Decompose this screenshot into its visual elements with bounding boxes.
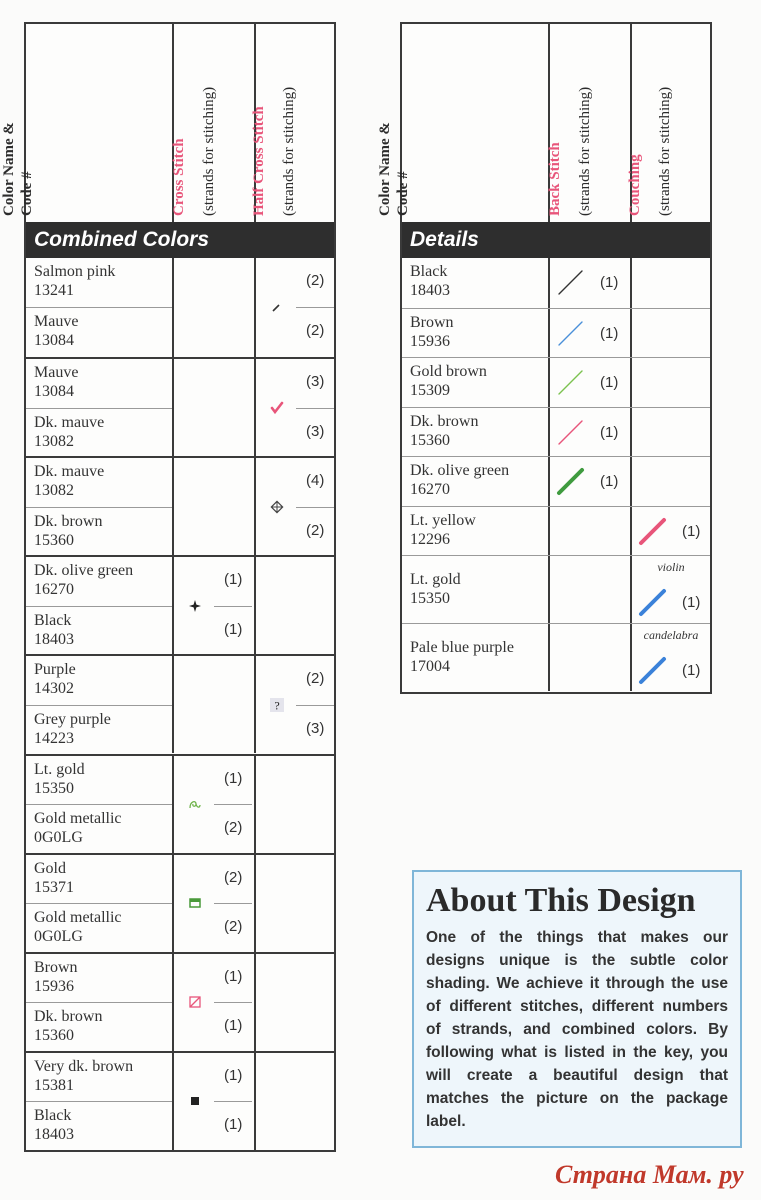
strand-count: (1)	[224, 1017, 243, 1035]
color-code: 18403	[34, 630, 74, 648]
color-name	[34, 512, 102, 550]
detail-row	[402, 258, 710, 308]
color-name	[34, 561, 133, 599]
strand-divider	[214, 606, 252, 607]
column-divider	[548, 258, 550, 308]
strand-count: (1)	[224, 1066, 243, 1084]
column-divider	[254, 258, 256, 357]
couching-sub: (strands for stitching)	[657, 86, 673, 216]
color-label: Pale blue purple	[410, 639, 514, 656]
row-divider	[26, 1002, 172, 1003]
stitch-line-icon	[556, 418, 586, 453]
color-code: 13082	[34, 482, 74, 500]
color-name	[410, 638, 514, 676]
strand-count: (2)	[306, 321, 325, 339]
color-name	[34, 413, 104, 451]
strand-divider	[214, 804, 252, 805]
color-code: 15309	[410, 382, 450, 399]
color-name	[34, 660, 76, 698]
half-cross-stitch-header	[251, 24, 334, 222]
row-divider	[26, 606, 172, 607]
color-group	[26, 952, 334, 1051]
color-name	[410, 412, 478, 450]
row-divider	[26, 507, 172, 508]
color-name	[410, 313, 454, 351]
column-divider	[630, 358, 632, 407]
color-name	[410, 362, 487, 400]
column-divider	[254, 557, 256, 654]
color-label: Dk. brown	[34, 512, 103, 530]
column-divider	[254, 1053, 256, 1150]
about-title: About This Design	[426, 882, 696, 919]
color-label: Dk. brown	[410, 413, 479, 430]
color-code: 12296	[410, 531, 450, 548]
color-name	[34, 760, 85, 798]
column-divider	[254, 756, 256, 853]
color-name-header	[377, 24, 550, 222]
column-divider	[254, 359, 256, 456]
back-stitch-header	[547, 24, 632, 222]
column-divider	[548, 358, 550, 407]
strand-count: (2)	[306, 272, 325, 289]
color-code: 13082	[34, 432, 74, 450]
strand-count: (3)	[306, 422, 325, 440]
column-divider	[172, 756, 174, 853]
strand-divider	[214, 1101, 252, 1102]
color-code: 0G0LG	[34, 829, 83, 847]
color-code: 15350	[34, 779, 74, 797]
stitch-line-icon	[556, 467, 586, 502]
detail-row	[402, 555, 710, 623]
strand-count: (4)	[306, 472, 325, 490]
strand-count: (1)	[224, 1116, 243, 1134]
column-divider	[548, 556, 550, 623]
detail-row	[402, 407, 710, 456]
detail-row	[402, 456, 710, 506]
strand-count: (1)	[682, 662, 701, 679]
color-label: Salmon pink	[34, 263, 116, 280]
strand-count: (1)	[224, 571, 243, 589]
star-black-icon	[188, 599, 202, 613]
column-divider	[254, 954, 256, 1051]
color-label: Lt. gold	[410, 571, 461, 588]
column-divider	[172, 656, 174, 753]
column-divider	[172, 1053, 174, 1150]
color-label: Black	[34, 611, 72, 629]
color-label: Gold brown	[410, 363, 487, 380]
strand-divider	[296, 705, 334, 706]
color-group	[26, 853, 334, 952]
detail-row	[402, 357, 710, 407]
strand-count: (1)	[224, 620, 243, 638]
color-name	[34, 710, 111, 748]
color-group	[26, 654, 334, 753]
strand-count: (2)	[224, 918, 243, 936]
column-divider	[172, 458, 174, 555]
color-code: 15381	[34, 1076, 74, 1094]
color-code: 14302	[34, 680, 74, 698]
color-code: 16270	[410, 481, 450, 498]
about-body: One of the things that makes our designs unique is the subtle color shading. We achieve it through the use of different stitches, different numbers of strands, and combined colors. By following what is listed in the key, you will create a beautiful design that matches the picture on the package label.	[426, 929, 728, 1130]
color-code: 15350	[410, 590, 450, 607]
row-divider	[26, 408, 172, 409]
column-divider	[254, 855, 256, 952]
strand-count: (1)	[600, 274, 619, 291]
column-divider	[548, 507, 550, 555]
strand-count: (1)	[600, 374, 619, 391]
strand-count: (2)	[224, 868, 243, 886]
row-divider	[26, 705, 172, 706]
color-name-header-text: Color Name & Code #	[1, 122, 35, 216]
color-label: Purple	[34, 661, 76, 679]
column-divider	[172, 855, 174, 952]
color-label: Dk. mauve	[34, 463, 105, 481]
detail-row	[402, 623, 710, 691]
strand-count: (1)	[224, 769, 243, 787]
color-group	[26, 357, 334, 456]
strand-divider	[214, 1002, 252, 1003]
color-group	[26, 754, 334, 853]
strand-divider	[214, 903, 252, 904]
color-name	[34, 809, 122, 847]
color-group	[26, 456, 334, 555]
color-code: 13084	[34, 383, 74, 401]
stitch-line-icon	[556, 268, 586, 303]
column-divider	[630, 457, 632, 506]
diamond-grid-icon	[270, 500, 284, 514]
color-label: Mauve	[34, 312, 79, 330]
color-group	[26, 258, 334, 357]
strand-count: (3)	[306, 719, 325, 737]
strand-count: (3)	[306, 373, 325, 391]
section-bar-details: Details	[402, 222, 710, 258]
row-divider	[26, 1101, 172, 1102]
color-name	[34, 958, 78, 996]
column-divider	[172, 954, 174, 1051]
color-label: Dk. olive green	[410, 462, 510, 479]
box-slash-pink-icon	[188, 995, 202, 1009]
column-divider	[172, 258, 174, 357]
slash-gray-icon	[270, 300, 284, 314]
column-divider	[630, 258, 632, 308]
strand-count: (1)	[224, 967, 243, 985]
cross-stitch-header	[171, 24, 256, 222]
combined-colors-table	[1, 22, 336, 1152]
color-name	[410, 262, 450, 300]
color-name	[34, 611, 74, 649]
stitch-line-icon	[556, 368, 586, 403]
color-code: 15360	[410, 432, 450, 449]
column-divider	[172, 557, 174, 654]
color-name	[34, 1106, 74, 1144]
strand-count: (1)	[682, 594, 701, 611]
half-cross-sub: (strands for stitching)	[281, 86, 297, 216]
half-cross-title: Half Cross Stitch	[251, 106, 267, 216]
back-stitch-title: Back Stitch	[547, 142, 563, 216]
color-code: 15936	[410, 333, 450, 350]
color-label: Gold metallic	[34, 810, 122, 828]
strand-divider	[296, 408, 334, 409]
question-box-icon	[270, 698, 284, 712]
color-name	[34, 1007, 102, 1045]
color-label: Dk. brown	[34, 1008, 103, 1026]
row-divider	[26, 804, 172, 805]
column-divider	[548, 408, 550, 456]
color-label: Grey purple	[34, 710, 111, 728]
color-label: Dk. olive green	[34, 562, 134, 580]
color-code: 14223	[34, 729, 74, 747]
color-label: Gold metallic	[34, 909, 122, 927]
color-label: Lt. gold	[34, 760, 85, 778]
strand-count: (2)	[224, 819, 243, 837]
color-code: 15371	[34, 878, 74, 896]
watermark: Страна Мам. ру	[555, 1160, 744, 1189]
couching-note: violin	[657, 560, 685, 574]
color-name	[34, 908, 122, 946]
column-divider	[630, 408, 632, 456]
leo-green-icon	[188, 797, 202, 811]
details-table	[377, 22, 712, 694]
strand-divider	[296, 507, 334, 508]
color-name	[34, 1057, 133, 1095]
color-name-header	[1, 24, 174, 222]
couching-note: candelabra	[643, 628, 699, 642]
color-name	[34, 859, 74, 897]
strand-count: (2)	[306, 521, 325, 539]
color-group	[26, 1051, 334, 1150]
strand-count: (1)	[682, 522, 701, 540]
color-code: 13084	[34, 331, 74, 349]
svg-text:?: ?	[274, 698, 280, 713]
column-divider	[548, 624, 550, 691]
couching-title: Couching	[627, 154, 643, 216]
check-pink-icon	[270, 401, 284, 415]
color-code: 15936	[34, 977, 74, 995]
color-label: Black	[410, 263, 448, 280]
stitch-line-icon	[638, 588, 668, 623]
detail-row	[402, 506, 710, 555]
color-name	[34, 312, 78, 350]
color-name-header-text: Color Name & Code #	[377, 122, 411, 216]
stitch-line-icon	[638, 517, 668, 552]
row-divider	[26, 903, 172, 904]
strand-divider	[296, 307, 334, 308]
color-name	[34, 363, 78, 401]
color-code: 0G0LG	[34, 928, 83, 946]
color-label: Black	[34, 1107, 72, 1125]
strand-count: (1)	[600, 324, 619, 342]
color-code: 15360	[34, 531, 74, 549]
color-name	[34, 262, 115, 300]
color-label: Very dk. brown	[34, 1057, 134, 1075]
stitch-line-icon	[556, 319, 586, 354]
color-code: 16270	[34, 581, 74, 599]
color-code: 18403	[410, 282, 450, 299]
square-black-icon	[188, 1094, 202, 1108]
strand-count: (1)	[600, 473, 619, 490]
color-label: Dk. mauve	[34, 413, 105, 431]
color-code: 15360	[34, 1027, 74, 1045]
strand-count: (2)	[306, 670, 325, 688]
column-divider	[172, 359, 174, 456]
column-divider	[254, 458, 256, 555]
color-label: Brown	[34, 958, 78, 976]
stitch-line-icon	[638, 656, 668, 691]
color-name	[410, 461, 509, 499]
color-name	[34, 462, 104, 500]
cross-stitch-sub: (strands for stitching)	[201, 86, 217, 216]
color-label: Mauve	[34, 364, 79, 382]
column-divider	[630, 309, 632, 357]
row-divider	[26, 307, 172, 308]
column-divider	[548, 309, 550, 357]
color-group	[26, 555, 334, 654]
box-green-icon	[188, 896, 202, 910]
cross-stitch-title: Cross Stitch	[171, 138, 187, 216]
color-name	[410, 511, 476, 549]
color-code: 17004	[410, 658, 450, 675]
column-divider	[548, 457, 550, 506]
back-stitch-sub: (strands for stitching)	[577, 86, 593, 216]
column-divider	[254, 656, 256, 753]
about-this-design-box	[412, 870, 742, 1148]
column-divider	[630, 507, 632, 555]
color-label: Lt. yellow	[410, 512, 476, 529]
color-label: Brown	[410, 314, 454, 331]
section-bar-combined-colors: Combined Colors	[26, 222, 334, 258]
strand-count: (1)	[600, 423, 619, 441]
couching-header	[627, 24, 710, 222]
color-name	[410, 570, 461, 608]
detail-row	[402, 308, 710, 357]
color-label: Gold	[34, 859, 66, 877]
color-code: 18403	[34, 1126, 74, 1144]
color-code: 13241	[34, 282, 74, 299]
